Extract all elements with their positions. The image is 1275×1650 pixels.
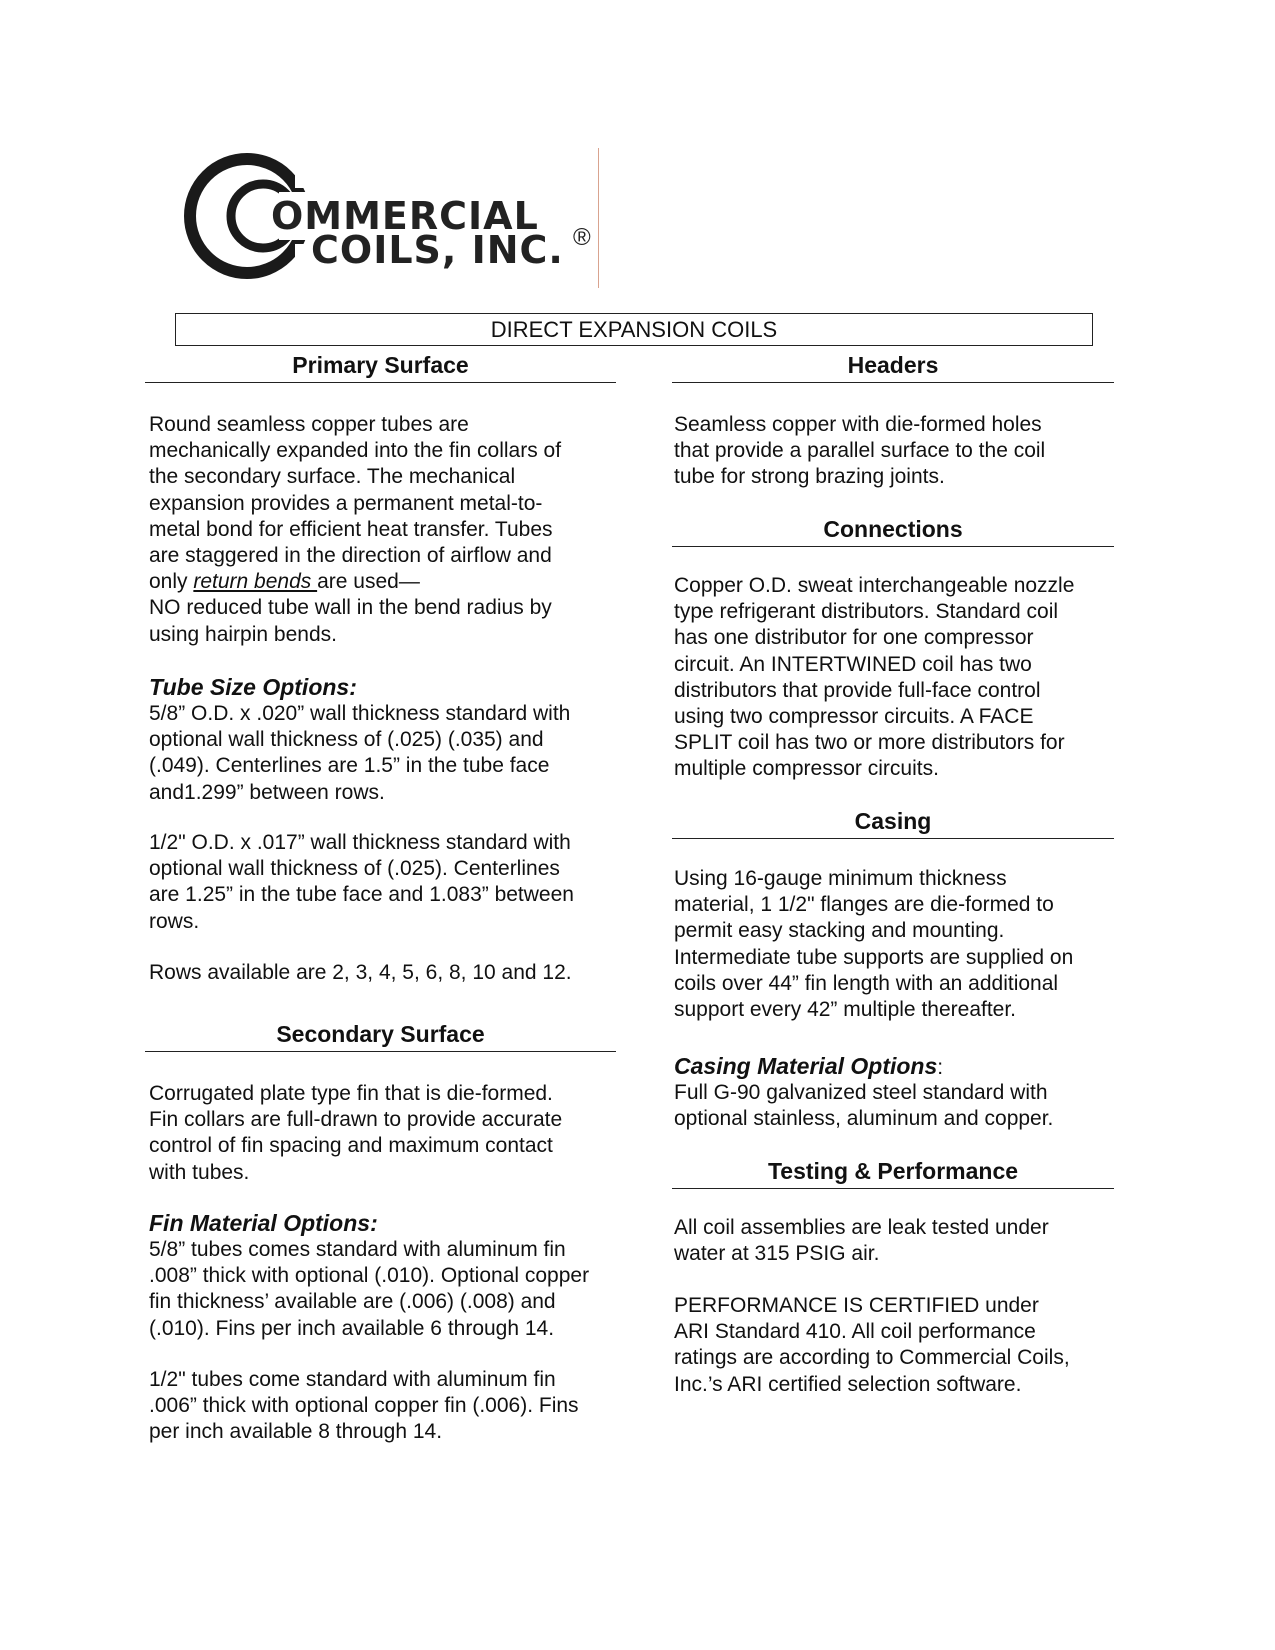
text-line: 5/8” tubes comes standard with aluminum fin [149,1238,566,1261]
title-colon: : [937,1056,944,1079]
text-line: fin thickness’ available are (.006) (.008) and [149,1290,556,1314]
tube-size-options-title: Tube Size Options: [149,674,357,700]
text-line: expansion provides a permanent metal-to- [149,491,543,515]
text-line: has one distributor for one compressor [674,626,1034,650]
text-line: optional wall thickness of (.025). Centerlines [149,857,560,881]
heading-primary-surface: Primary Surface [145,350,616,383]
fin-material-12-text [149,1367,639,1446]
text-line: and1.299” between rows. [149,780,385,804]
connections-text [674,573,1124,783]
rows-available-text: Rows available are 2, 3, 4, 5, 6, 8, 10 and 12. [149,961,572,984]
text-line: material, 1 1/2" flanges are die-formed to [674,893,1054,917]
text-fragment: only [149,570,194,594]
text-line: water at 315 PSIG air. [674,1242,880,1266]
text-line: Seamless copper with die-formed holes [674,413,1042,436]
headers-text [674,412,1124,491]
text-line: tube for strong brazing joints. [674,465,945,489]
text-line: with tubes. [149,1160,250,1184]
text-line: control of fin spacing and maximum contact [149,1134,553,1158]
logo-line-2: COILS, INC. [311,228,564,272]
text-line: permit easy stacking and mounting. [674,919,1005,943]
page-title: DIRECT EXPANSION COILS [175,313,1093,346]
text-line: Inc.’s ARI certified selection software. [674,1372,1022,1396]
heading-connections: Connections [672,514,1114,547]
text-line: metal bond for efficient heat transfer. Tubes [149,517,553,541]
text-line: type refrigerant distributors. Standard coil [674,600,1059,624]
text-line: are staggered in the direction of airflow and [149,544,552,568]
text-line: distributors that provide full-face control [674,678,1041,702]
text-line: using two compressor circuits. A FACE [674,705,1034,729]
text-line: ARI Standard 410. All coil performance [674,1320,1036,1344]
text-line: .006” thick with optional copper fin (.006). Fins [149,1394,579,1418]
text-line: per inch available 8 through 14. [149,1420,443,1444]
testing-text [674,1215,1124,1267]
secondary-surface-text [149,1081,629,1186]
company-logo [183,150,603,285]
tube-size-12-text [149,830,629,935]
text-line: optional stainless, aluminum and copper. [674,1107,1054,1131]
text-line: support every 42” multiple thereafter. [674,998,1017,1022]
text-line: 1/2" O.D. x .017” wall thickness standard with [149,831,571,854]
return-bends-emphasis: return bends [193,570,318,594]
heading-testing-performance: Testing & Performance [672,1156,1114,1189]
text-line: the secondary surface. The mechanical [149,465,516,489]
tube-size-58-text [149,701,629,806]
primary-surface-text [149,412,629,648]
casing-material-text [674,1080,1124,1132]
performance-text [674,1293,1124,1398]
text-line: optional wall thickness of (.025) (.035) and [149,728,544,752]
text-line: coils over 44” fin length with an additional [674,971,1059,995]
text-line: NO reduced tube wall in the bend radius by [149,596,552,620]
text-line: Copper O.D. sweat interchangeable nozzle [674,574,1075,597]
heading-casing: Casing [672,806,1114,839]
text-line: using hairpin bends. [149,622,337,646]
text-line: .008” thick with optional (.010). Optional copper [149,1264,590,1288]
casing-material-title-text: Casing Material Options [674,1053,938,1079]
casing-text [674,866,1124,1023]
text-line: Using 16-gauge minimum thickness [674,867,1007,890]
logo-divider [598,148,599,288]
text-line: mechanically expanded into the fin collars of [149,439,562,463]
casing-material-options-title [674,1052,943,1081]
text-line: rows. [149,909,200,933]
text-line: Round seamless copper tubes are [149,413,469,436]
text-line: multiple compressor circuits. [674,757,939,781]
heading-secondary-surface: Secondary Surface [145,1019,616,1052]
text-fragment: are used— [317,570,420,594]
text-line: SPLIT coil has two or more distributors for [674,731,1065,755]
registered-mark: ® [573,224,591,251]
text-line: (.010). Fins per inch available 6 through 14. [149,1316,555,1340]
fin-material-58-text [149,1237,639,1342]
text-line [149,569,629,595]
text-line: circuit. An INTERTWINED coil has two [674,652,1032,676]
text-line: All coil assemblies are leak tested under [674,1216,1049,1239]
text-line: 1/2" tubes come standard with aluminum fin [149,1368,556,1391]
text-line: PERFORMANCE IS CERTIFIED under [674,1294,1039,1317]
fin-material-options-title: Fin Material Options: [149,1210,378,1236]
logo-line-1: OMMERCIAL [271,194,539,238]
heading-headers: Headers [672,350,1114,383]
text-line: Corrugated plate type fin that is die-formed. [149,1082,553,1105]
text-line: are 1.25” in the tube face and 1.083” between [149,883,574,907]
text-line: 5/8” O.D. x .020” wall thickness standard with [149,702,571,725]
text-line: Intermediate tube supports are supplied on [674,945,1074,969]
text-line: ratings are according to Commercial Coils, [674,1346,1070,1370]
text-line: that provide a parallel surface to the coil [674,439,1046,463]
text-line: Full G-90 galvanized steel standard with [674,1081,1048,1104]
text-line: Fin collars are full-drawn to provide accurate [149,1108,563,1132]
text-line: (.049). Centerlines are 1.5” in the tube face [149,754,550,778]
